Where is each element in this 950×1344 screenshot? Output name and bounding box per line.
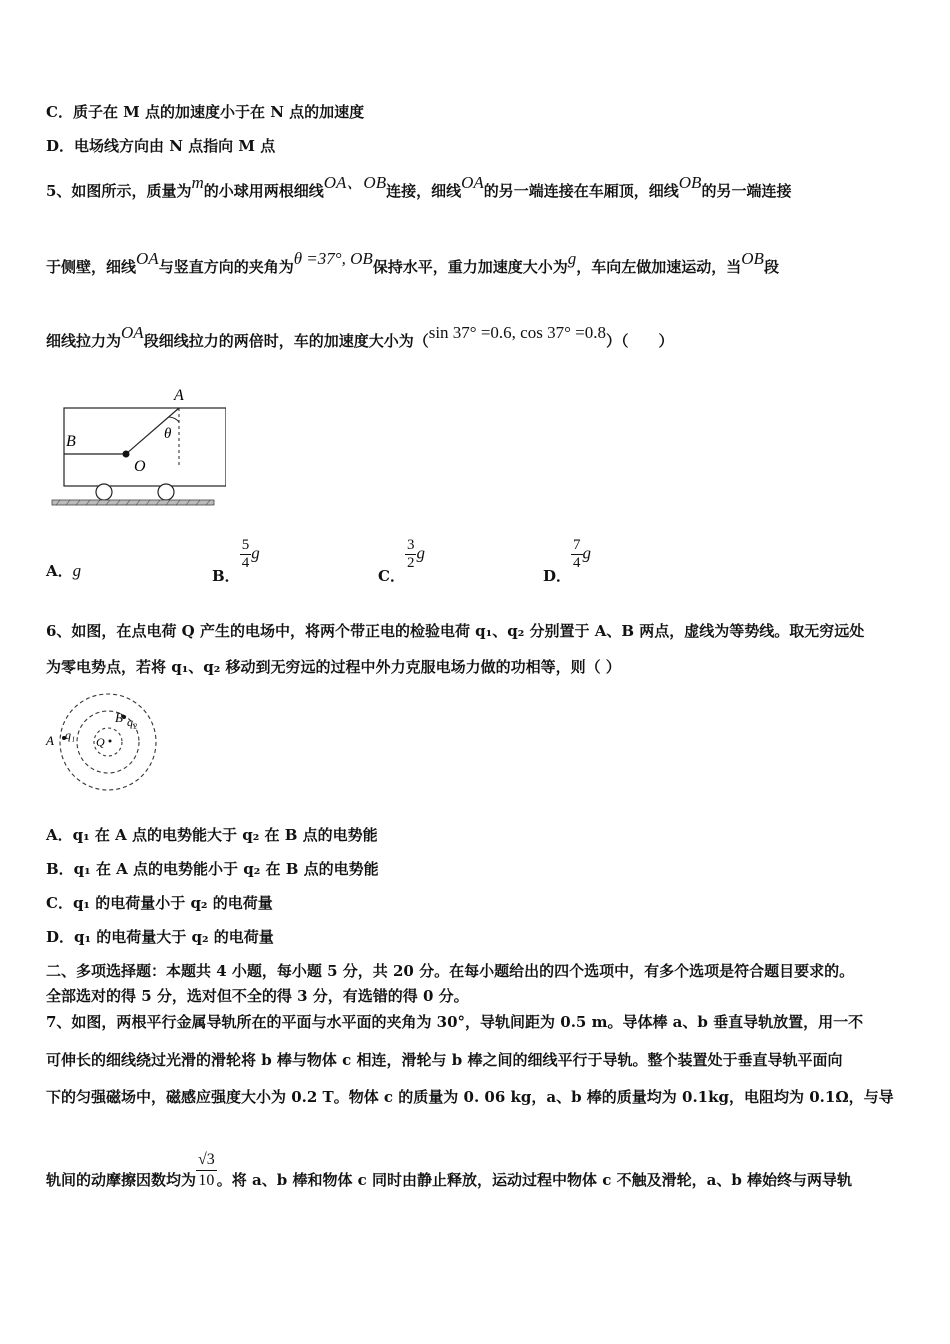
ball: [123, 451, 130, 458]
option-g: g: [251, 543, 260, 563]
math-ob: OB: [678, 173, 702, 192]
label-theta: θ: [164, 426, 172, 442]
numerator: 7: [573, 537, 581, 553]
q5-text: 连接，细线: [386, 182, 462, 200]
theta-arc: [169, 417, 179, 422]
q5-text: 与竖直方向的夹角为: [158, 258, 294, 276]
q5-text: 的另一端连接: [701, 182, 792, 200]
math-theta: θ =37°, OB: [293, 249, 373, 268]
q5-text: 5、如图所示，质量为: [46, 182, 192, 200]
fraction: [405, 537, 417, 572]
equipotential-outer: [60, 694, 156, 790]
q7-line4: [46, 1150, 906, 1191]
q6-option-b: B．q₁ 在 A 点的电势能小于 q₂ 在 B 点的电势能: [46, 860, 379, 878]
q4-option-d: D．电场线方向由 N 点指向 M 点: [46, 137, 276, 155]
label-a: A: [46, 733, 54, 748]
q7-line3: 下的匀强磁场中，磁感应强度大小为 0.2 T。物体 c 的质量为 0. 06 kg，a、b 棒的质量均为 0.1kg，电阻均为 0.1Ω，与导: [46, 1088, 894, 1106]
wheel-right: [158, 484, 174, 500]
q5-text: ）（ ）: [605, 332, 674, 350]
q7-line2: 可伸长的细线绕过光滑的滑轮将 b 棒与物体 c 相连，滑轮与 b 棒之间的细线平行于导轨。整个装置处于垂直导轨平面向: [46, 1051, 843, 1069]
label-o: O: [134, 458, 146, 475]
q5-option-c: [378, 537, 425, 585]
charge-center-dot: [109, 740, 112, 743]
q5-option-a: [46, 560, 81, 581]
q5-text: 于侧壁，细线: [46, 258, 137, 276]
numerator: 3: [406, 537, 415, 553]
q5-text: 保持水平，重力加速度大小为: [372, 258, 568, 276]
label-q: Q: [96, 735, 105, 749]
label-b: B: [115, 710, 123, 725]
option-g: g: [582, 543, 592, 563]
q6-option-c: C．q₁ 的电荷量小于 q₂ 的电荷量: [46, 894, 273, 912]
denominator: 4: [241, 555, 250, 571]
q6-line2: 为零电势点，若将 q₁、q₂ 移动到无穷远的过程中外力克服电场力做的功相等，则（ ）: [46, 658, 621, 676]
q5-text: ，车向左做加速运动，当: [576, 258, 742, 276]
q5-text: 细线拉力为: [46, 332, 122, 350]
denominator: 10: [198, 1172, 215, 1189]
numerator: 5: [241, 537, 250, 553]
math-m: m: [191, 173, 204, 192]
math-oa-ob: OA、OB: [323, 173, 387, 192]
q6-option-d: D．q₁ 的电荷量大于 q₂ 的电荷量: [46, 928, 274, 946]
q5-option-d: [543, 537, 592, 585]
math-g: g: [567, 249, 577, 268]
option-g: g: [416, 543, 425, 563]
label-q1: q₁: [65, 728, 76, 742]
label-b: B: [66, 433, 76, 450]
q7-line1: 7、如图，两根平行金属导轨所在的平面与水平面的夹角为 30°，导轨间距为 0.5 m。导体棒 a、b 垂直导轨放置，用一不: [46, 1013, 864, 1031]
wheel-left: [96, 484, 112, 500]
option-value: g: [72, 561, 82, 580]
math-ob: OB: [741, 249, 764, 268]
q4-option-c: C．质子在 M 点的加速度小于在 N 点的加速度: [46, 103, 365, 121]
q5-text: 的小球用两根细线: [203, 182, 324, 200]
math-oa: OA: [121, 323, 144, 342]
fraction: [240, 537, 252, 572]
q7-text: 。将 a、b 棒和物体 c 同时由静止释放，运动过程中物体 c 不触及滑轮，a、b 棒始终与两导轨: [216, 1170, 853, 1189]
friction-coefficient-fraction: [196, 1150, 217, 1191]
math-oa: OA: [461, 173, 484, 192]
q5-option-b: [212, 537, 260, 585]
q5-line1: [46, 173, 906, 202]
math-oa: OA: [136, 249, 159, 268]
numerator: √3: [196, 1150, 217, 1171]
q5-text: 段细线拉力的两倍时，车的加速度大小为（: [143, 332, 429, 350]
fraction: [571, 537, 583, 572]
option-label: C．: [378, 566, 405, 585]
label-q2: q₂: [127, 715, 138, 729]
math-trig: sin 37° =0.6, cos 37° =0.8: [428, 323, 606, 342]
section2-line1: 二、多项选择题：本题共 4 小题，每小题 5 分，共 20 分。在每小题给出的四个选项中，有多个选项是符合题目要求的。: [46, 962, 855, 980]
option-label: B．: [212, 566, 240, 585]
q5-line2: [46, 249, 906, 278]
denominator: 4: [573, 555, 581, 571]
q5-text: 段: [763, 258, 779, 276]
q6-line1: 6、如图，在点电荷 Q 产生的电场中，将两个带正电的检验电荷 q₁、q₂ 分别置于 A、B 两点，虚线为等势线。取无穷远处: [46, 622, 865, 640]
q6-field-figure: [44, 688, 164, 800]
option-label: A．: [46, 562, 73, 580]
label-a: A: [174, 387, 184, 404]
option-label: D．: [543, 566, 572, 585]
section2-line2: 全部选对的得 5 分，选对但不全的得 3 分，有选错的得 0 分。: [46, 987, 469, 1005]
denominator: 2: [406, 555, 415, 571]
q5-text: 的另一端连接在车厢顶，细线: [483, 182, 679, 200]
q5-cart-figure: [46, 378, 226, 510]
q6-option-a: A．q₁ 在 A 点的电势能大于 q₂ 在 B 点的电势能: [46, 826, 378, 844]
q7-text: 轨间的动摩擦因数均为: [46, 1170, 197, 1189]
q5-line3: [46, 323, 906, 352]
